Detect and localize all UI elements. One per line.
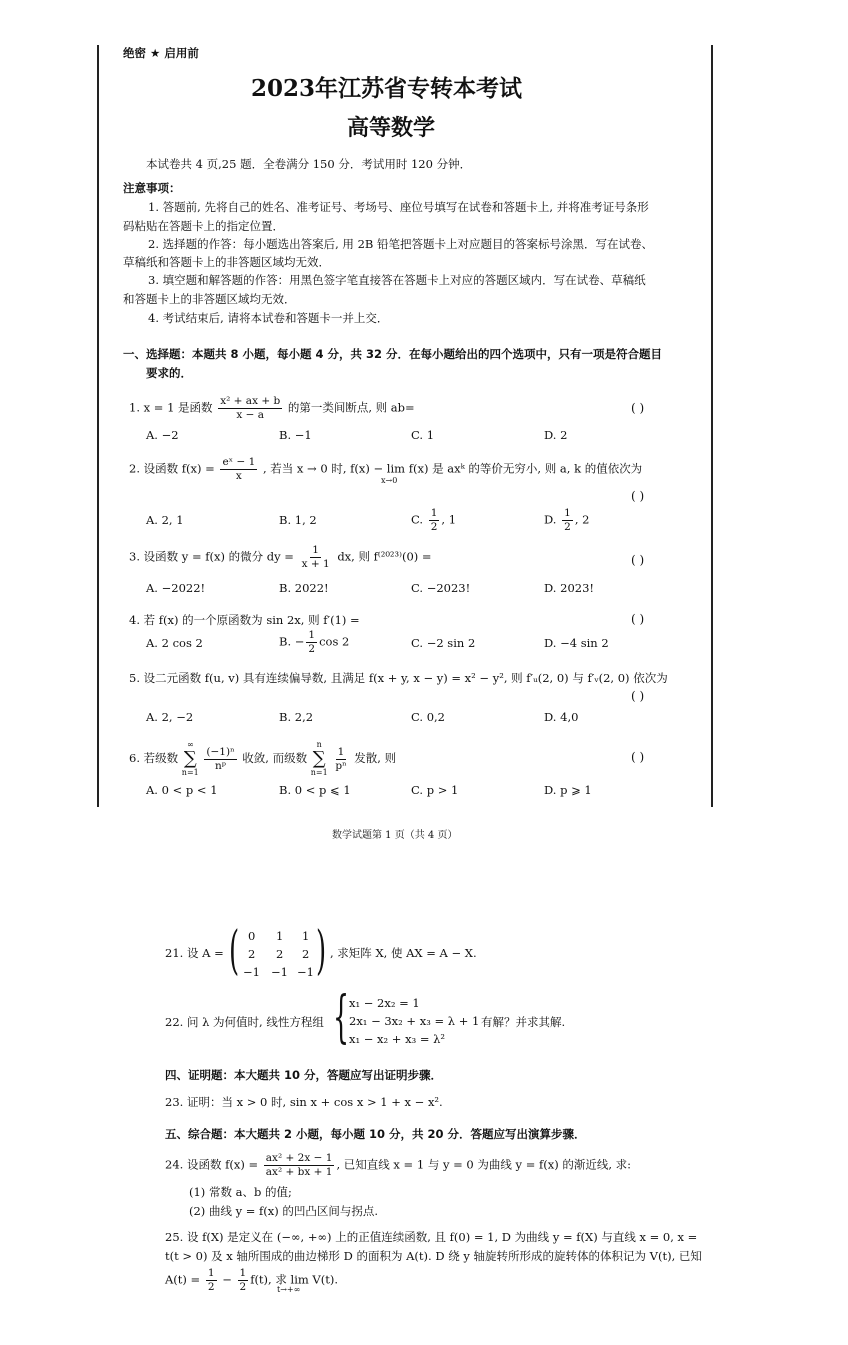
numerator: ax² + 2x − 1 [265,1152,333,1164]
question-number: 4. [129,613,140,627]
option-a: A. −2022! [146,581,206,595]
section4-heading: 四、证明题：本大题共 10 分，答题应写出证明步骤． [165,1068,443,1082]
fraction [429,507,440,534]
option-a: A. 2 cos 2 [146,636,203,650]
question-23 [165,1094,443,1110]
question-number: 23. [165,1095,184,1109]
numerator: 1 [308,629,316,641]
question-text: 问 λ 为何值时, 线性方程组 [186,1015,324,1029]
question-1 [129,395,415,422]
answer-bracket: ( ) [631,553,645,567]
option-b: B. 0 < p ⩽ 1 [279,783,351,797]
exam-subject: 高等数学 [347,115,436,141]
option-tail: , 2 [574,512,590,527]
question-number: 3. [129,549,140,564]
question-6 [129,740,396,778]
answer-bracket: ( ) [631,401,645,415]
option-d: D. 2023! [544,581,595,595]
section5-heading: 五、综合题：本大题共 2 小题，每小题 10 分，共 20 分．答题应写出演算步骤． [165,1127,586,1141]
note-line: 3. 填空题和解答题的作答：用黑色签字笔直接答在答题卡上对应的答题区域内．写在试卷、草稿纸 [148,273,646,287]
sum-lower: n=1 [310,768,328,777]
option-d: D. 2 [544,428,568,442]
question-4 [129,612,360,628]
question-24 [165,1152,631,1179]
denominator: ax² + bx + 1 [265,1166,333,1178]
option-label: B. − [279,634,305,649]
denominator: 2 [239,1281,247,1293]
numerator: eˣ − 1 [222,456,256,468]
denominator: nᵖ [215,759,226,772]
numerator: 1 [564,507,571,519]
question-text: 的第一类间断点, 则 ab= [287,400,415,415]
fraction [264,1152,335,1179]
option-c [411,507,456,534]
question-text: , 已知直线 x = 1 与 y = 0 为曲线 y = f(x) 的渐近线, 求: [336,1157,632,1172]
question-text: 发散, 则 [354,751,397,765]
numerator: 1 [337,745,345,758]
system-brace: { [333,985,350,1050]
fraction [562,507,573,534]
note-line: 4. 考试结束后, 请将本试卷和答题卡一并上交． [148,311,389,325]
question-22 [165,1014,324,1030]
question-number: 1. [129,400,140,415]
numerator: (−1)ⁿ [206,745,235,758]
option-d: D. p ⩾ 1 [544,783,592,797]
question-text: f(t), 求 [250,1272,287,1287]
matrix-right-paren: ) [316,921,327,981]
option-c: C. 1 [411,428,435,442]
option-b: B. 1, 2 [279,513,317,527]
question-25-line3 [165,1267,338,1294]
matrix-cell: 1 [302,929,310,943]
question-21 [165,945,224,961]
question-text: 设二元函数 f(u, v) 具有连续偏导数, 且满足 f(x + y, x − y) = x² − y², 则 f′ᵤ(2, 0) 与 f′ᵥ(2, 0) 依次为 [143,671,668,685]
note-line: 草稿纸和答题卡上的非答题区域均无效． [123,255,330,269]
sum-upper: ∞ [186,740,194,749]
denominator: 2 [430,521,438,533]
question-text: , 若当 x → 0 时, f(x) − lim f(x) 是 axᵏ 的等价无穷小, 则 a, k 的值依次为 [262,461,643,476]
denominator: 2 [564,521,571,533]
matrix-cell: −1 [243,965,260,979]
question-3 [129,544,432,571]
matrix-cell: −1 [297,965,314,979]
option-a: A. −2 [146,428,179,442]
denominator: x [235,470,242,482]
equation-line: x₁ − 2x₂ = 1 [349,996,420,1010]
sum-symbol [182,740,199,778]
sub-question: (1) 常数 a、b 的值; [189,1185,292,1199]
option-d [544,507,589,534]
question-25-line1: 25. 设 f(X) 是定义在 (−∞, +∞) 上的正值连续函数, 且 f(0) = 1, D 为曲线 y = f(X) 与直线 x = 0, x = [165,1230,698,1244]
sub-question: (2) 曲线 y = f(x) 的凹凸区间与拐点. [189,1204,379,1218]
matrix-cell: 0 [248,929,256,943]
equation-line: x₁ − x₂ + x₃ = λ² [349,1032,446,1046]
question-text: x = 1 是函数 [143,400,213,415]
note-line: 2. 选择题的作答：每小题选出答案后, 用 2B 铅笔把答题卡上对应题目的答案标号涂黑．写在试卷、 [148,237,654,251]
exam-title: 2023年江苏省专转本考试 [251,75,523,102]
option-a: A. 2, 1 [146,513,184,527]
denominator: 2 [308,643,316,655]
matrix-cell: 1 [276,929,284,943]
note-line: 和答题卡上的非答题区域均无效． [123,292,296,306]
note-line: 1. 答题前, 先将自己的姓名、准考证号、考场号、座位号填写在试卷和答题卡上, 并将准考证号条形 [148,200,649,214]
limit-subscript: t→+∞ [277,1285,301,1294]
exam-intro: 本试卷共 4 页,25 题．全卷满分 150 分．考试用时 120 分钟． [146,157,472,171]
sigma-glyph: ∑ [312,748,326,769]
question-number: 5. [129,671,140,685]
question-text: A(t) = [165,1272,201,1287]
option-c: C. −2023! [411,581,471,595]
option-c: C. p > 1 [411,783,459,797]
answer-bracket: ( ) [631,612,645,626]
numerator: 1 [312,544,319,556]
numerator: 1 [239,1267,247,1279]
question-25-line2: t(t > 0) 及 x 轴所围成的曲边梯形 D 的面积为 A(t). D 绕 y 轴旋转所形成的旋转体的体积记为 V(t), 已知 [165,1249,702,1263]
matrix-cell: −1 [271,965,288,979]
answer-bracket: ( ) [631,750,645,764]
option-d: D. −4 sin 2 [544,636,609,650]
option-c: C. −2 sin 2 [411,636,476,650]
sum-upper: n [316,740,322,749]
denominator: x + 1 [301,558,330,570]
question-number: 2. [129,461,140,476]
confidential-label: 绝密 ★ 启用前 [123,46,199,60]
question-text: 设函数 f(x) = [186,1157,259,1172]
question-number: 22. [165,1015,184,1029]
question-text: 证明：当 x > 0 时, sin x + cos x > 1 + x − x². [186,1095,443,1109]
denominator: pⁿ [335,759,347,772]
matrix-cell: 2 [302,947,310,961]
question-number: 24. [165,1157,184,1172]
fraction [300,544,332,571]
fraction [333,746,348,773]
note-line: 码粘贴在答题卡上的指定位置． [123,219,284,233]
matrix-cell: 2 [276,947,284,961]
question-text: dx, 则 f⁽²⁰²³⁾(0) = [337,549,432,564]
fraction [204,746,236,773]
question-text: − [222,1272,232,1287]
page-footer: 数学试题第 1 页（共 4 页） [332,830,458,841]
sum-lower: n=1 [181,768,199,777]
option-a: A. 0 < p < 1 [146,783,218,797]
question-text: 有解？并求其解. [481,1015,566,1029]
option-label: C. [411,512,424,527]
option-c: C. 0,2 [411,710,445,724]
denominator: x − a [236,409,265,421]
section1-heading: 一、选择题：本题共 8 小题，每小题 4 分，共 32 分．在每小题给出的四个选项中，只有一项是符合题目 [123,347,663,361]
question-text: , 求矩阵 X, 使 AX = A − X. [330,946,477,960]
numerator: 1 [430,507,438,519]
numerator: 1 [207,1267,215,1279]
section1-heading-cont: 要求的． [146,366,192,380]
question-text: 若级数 [143,751,179,765]
matrix-cell: 2 [248,947,256,961]
question-5 [129,670,668,686]
fraction [206,1267,217,1294]
answer-bracket: ( ) [631,689,645,703]
question-text: 设函数 y = f(x) 的微分 dy = [143,549,294,564]
equation-line: 2x₁ − 3x₂ + x₃ = λ + 1 [349,1014,480,1028]
question-text: 设 A = [186,946,224,960]
option-a: A. 2, −2 [146,710,194,724]
option-label: D. [544,512,557,527]
fraction [218,395,282,422]
question-text: 若 f(x) 的一个原函数为 sin 2x, 则 f′(1) = [143,613,360,627]
option-tail: , 1 [441,512,457,527]
matrix-left-paren: ( [229,921,240,981]
option-b [279,629,349,656]
sigma-glyph: ∑ [183,748,197,769]
notes-heading: 注意事项： [123,181,181,195]
question-number: 21. [165,946,184,960]
left-margin-line [97,45,99,807]
fraction [238,1267,249,1294]
option-tail: cos 2 [319,634,350,649]
limit-subscript: x→0 [381,476,398,485]
limit-expression: lim V(t). [290,1272,338,1287]
option-b: B. −1 [279,428,312,442]
question-number: 6. [129,751,140,765]
question-text: 设函数 f(x) = [143,461,215,476]
option-b: B. 2022! [279,581,329,595]
denominator: 2 [207,1281,215,1293]
sum-symbol [311,740,328,778]
question-text: 收敛, 而级数 [242,751,308,765]
fraction [306,629,317,656]
option-d: D. 4,0 [544,710,579,724]
right-margin-line [711,45,713,807]
answer-bracket: ( ) [631,489,645,503]
fraction [220,456,257,483]
option-b: B. 2,2 [279,710,314,724]
numerator: x² + ax + b [220,395,281,407]
